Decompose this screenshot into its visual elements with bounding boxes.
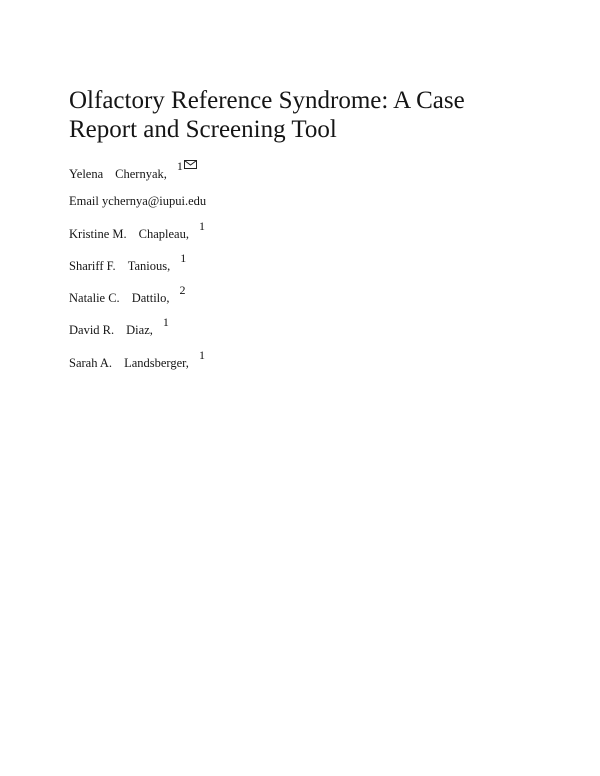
envelope-icon[interactable]: [184, 160, 197, 169]
author-family-name: Dattilo,: [131, 291, 170, 305]
paper-title: [69, 86, 539, 144]
author-affiliation-marker: 1: [180, 251, 187, 265]
author-family-name: Chernyak,: [115, 167, 167, 181]
title-line-2: Report and Screening Tool: [69, 116, 337, 143]
title-line-1: Olfactory Reference Syndrome: A Case: [69, 87, 465, 114]
author-diaz: [69, 315, 169, 338]
author-email[interactable]: Email ychernya@iupui.edu: [69, 194, 207, 208]
author-family-name: Tanious,: [127, 259, 171, 273]
author-landsberger: [69, 348, 205, 371]
author-family-name: Chapleau,: [138, 227, 189, 241]
author-dattilo: [69, 283, 186, 306]
author-affiliation-marker: 1: [176, 159, 183, 173]
author-given-name: David R.: [69, 323, 115, 337]
author-affiliation-marker: 1: [198, 219, 205, 233]
author-given-name: Shariff F.: [69, 259, 116, 273]
author-affiliation-marker: 1: [162, 315, 169, 329]
author-tanious: [69, 251, 187, 274]
author-chapleau: [69, 219, 205, 242]
author-affiliation-marker: 1: [198, 348, 205, 362]
author-chernyak: [69, 159, 197, 182]
author-affiliation-marker: 2: [179, 283, 186, 297]
author-given-name: Yelena: [69, 167, 104, 181]
author-given-name: Kristine M.: [69, 227, 127, 241]
author-family-name: Landsberger,: [124, 356, 189, 370]
author-family-name: Diaz,: [126, 323, 153, 337]
author-given-name: Natalie C.: [69, 291, 120, 305]
author-given-name: Sarah A.: [69, 356, 113, 370]
